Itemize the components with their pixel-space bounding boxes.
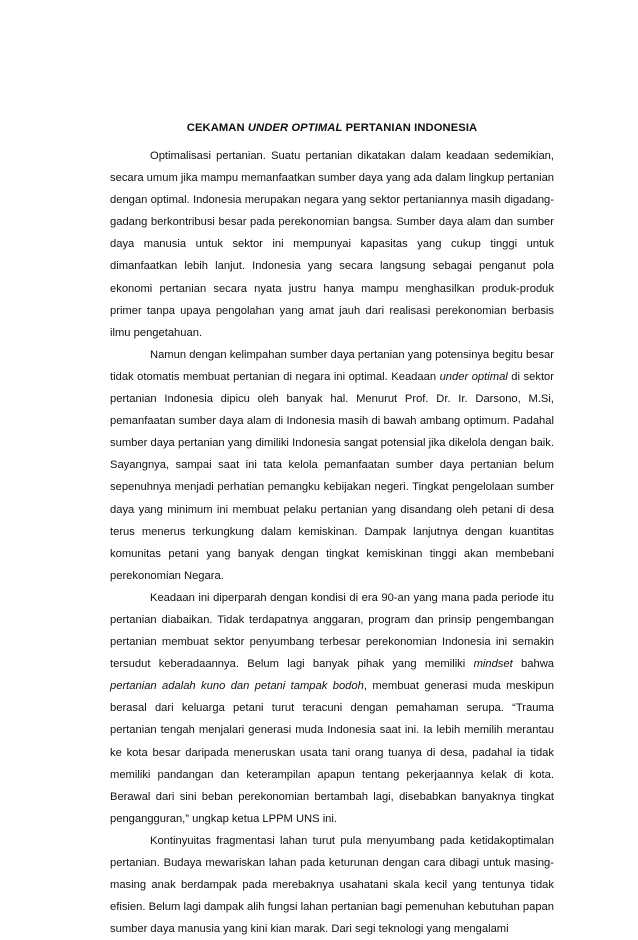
paragraph-text: bahwa bbox=[512, 658, 555, 671]
paragraph-3 bbox=[110, 587, 554, 830]
paragraph-text: Kontinyuitas fragmentasi lahan turut pula menyumbang pada ketidakoptimalan pertanian. Budaya mewariskan lahan pada keturunan dengan cara dibagi untuk masing-masing anak berdampak pada merebaknya usahatani skala kecil yang tentunya tidak efisien. Belum lagi dampak alih fungsi lahan pertanian bagi pemenuhan kebutuhan papan sumber daya manusia yang kini kian marak. Dari segi teknologi yang mengalami bbox=[110, 834, 554, 936]
italic-term: under optimal bbox=[439, 370, 508, 383]
document-title bbox=[110, 121, 554, 135]
title-part-italic: UNDER OPTIMAL bbox=[247, 122, 343, 134]
paragraph-text: Optimalisasi pertanian. Suatu pertanian dikatakan dalam keadaan sedemikian, secara umum jika mampu memanfaatkan sumber daya yang ada dalam lingkup pertanian dengan optimal. Indonesia merupakan negara yang sektor pertaniannya masih digadang-gadang berkontribusi besar pada perekonomian bangsa. Sumber daya alam dan sumber daya manusia untuk sektor ini mempunyai kapasitas yang cukup tinggi untuk dimanfaatkan lebih lanjut. Indonesia yang secara langsung sebagai penganut pola ekonomi pertanian secara nyata justru hanya mampu menghasilkan produk-produk primer tanpa upaya pengolahan yang amat jauh dari realisasi perekonomian berbasis ilmu pengetahuan. bbox=[110, 150, 555, 339]
paragraph-text: , membuat generasi muda meskipun berasal dari keluarga petani turut teracuni dengan pemahaman serupa. “Trauma pertanian tengah menjalari generasi muda Indonesia saat ini. Ia lebih memilih merantau ke kota besar daripada meneruskan usata tani orang tuanya di desa, padahal ia tidak memiliki pandangan dan keterampilan apapun tentang pekerjaannya kelak di kota. Berawal dari sini beban perekonomian bertambah lagi, disebabkan banyaknya tingkat pengangguran,” ungkap ketua LPPM UNS ini. bbox=[110, 680, 554, 825]
paragraph-2 bbox=[110, 344, 554, 587]
italic-phrase: pertanian adalah kuno dan petani tampak bodoh bbox=[110, 680, 364, 693]
document-body bbox=[110, 145, 554, 940]
italic-term: mindset bbox=[473, 658, 513, 671]
paragraph-text: Namun dengan kelimpahan sumber daya pertanian yang potensinya begitu besar tidak otomatis membuat pertanian di negara ini optimal. Keadaan bbox=[110, 348, 554, 383]
paragraph-text: Keadaan ini diperparah dengan kondisi di era 90-an yang mana pada periode itu pertanian diabaikan. Tidak terdapatnya anggaran, program dan prinsip pengembangan pertanian membuat sektor penyumbang terbesar perekonomian Indonesia ini semakin tersudut keberadaannya. Belum lagi banyak pihak yang memiliki bbox=[110, 591, 554, 671]
paragraph-1 bbox=[110, 145, 554, 344]
title-part-before: CEKAMAN bbox=[186, 122, 248, 134]
paragraph-4 bbox=[110, 830, 554, 940]
paragraph-text: di sektor pertanian Indonesia dipicu oleh banyak hal. Menurut Prof. Dr. Ir. Darsono, M.Si, pemanfaatan sumber daya alam di Indonesia masih di bawah ambang optimum. Padahal sumber daya pertanian yang dimiliki Indonesia sangat potensial jika dikelola dengan baik. Sayangnya, sampai saat ini tata kelola pemanfaatan sumber daya pertanian belum sepenuhnya menjadi perhatian pemangku kebijakan negeri. Tingkat pengelolaan sumber daya yang minimum ini membuat pelaku pertanian yang disandang oleh petani di desa terus menerus terkungkung dalam kemiskinan. Dampak lanjutnya dengan kuantitas komunitas petani yang banyak dengan tingkat kemiskinan tinggi akan membebani perekonomian Negara. bbox=[110, 370, 554, 582]
title-part-after: PERTANIAN INDONESIA bbox=[342, 122, 478, 134]
